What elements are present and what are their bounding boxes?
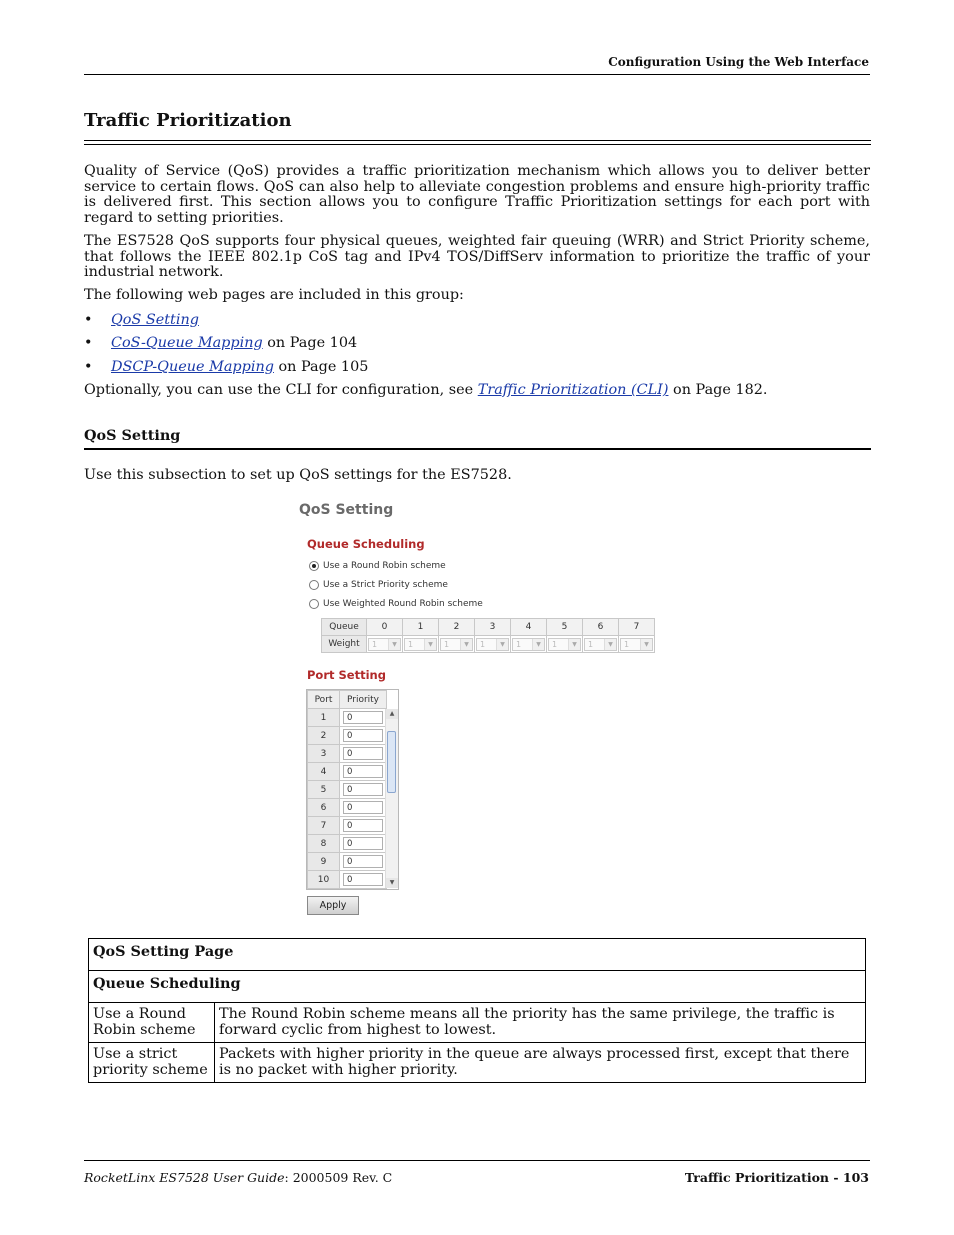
weight-select[interactable]: 1 ▼ [476, 638, 509, 651]
subsection-rule [84, 448, 871, 450]
weight-select[interactable]: 1 ▼ [404, 638, 437, 651]
priority-input[interactable]: 0 [343, 783, 383, 796]
footer-rule [84, 1160, 870, 1161]
port-list-scrollbar[interactable] [385, 709, 398, 888]
link-traffic-prioritization-cli[interactable]: Traffic Prioritization (CLI) [477, 382, 669, 398]
subsection-intro: Use this subsection to set up QoS settings for the ES7528. [84, 467, 512, 483]
priority-input[interactable]: 0 [343, 873, 383, 886]
paragraph-pages-intro: The following web pages are included in this group: [84, 287, 464, 303]
ui-page-title: QoS Setting [299, 502, 394, 518]
table-row: 9 0 [308, 853, 387, 871]
queue-header: 6 [583, 619, 619, 636]
section-title: Traffic Prioritization [84, 110, 292, 131]
paragraph-es7528-qos: The ES7528 QoS supports four physical queues, weighted fair queuing (WRR) and Strict Priority scheme, that follows the IEEE 802.1p CoS tag and IPv4 TOS/DiffServ information to prioritize the traffic of your industrial network. [84, 233, 870, 281]
weight-select[interactable]: 1 ▼ [584, 638, 617, 651]
list-item [84, 312, 199, 328]
chevron-down-icon: ▼ [460, 639, 472, 650]
table-row: 7 0 [308, 817, 387, 835]
radio-round-robin[interactable]: Use a Round Robin scheme [309, 561, 446, 571]
bullet-icon: • [84, 312, 93, 328]
queue-header: 0 [367, 619, 403, 636]
weight-select[interactable]: 1 ▼ [620, 638, 653, 651]
radio-button[interactable] [309, 580, 319, 590]
priority-input[interactable]: 0 [343, 729, 383, 742]
queue-header: 5 [547, 619, 583, 636]
queue-weight-table [321, 618, 655, 653]
queue-header: 3 [475, 619, 511, 636]
table-description: The Round Robin scheme means all the priority has the same privilege, the traffic is forward cyclic from highest to lowest. [215, 1003, 866, 1043]
table-term: Use a Round Robin scheme [89, 1003, 215, 1043]
priority-input[interactable]: 0 [343, 765, 383, 778]
footer-page-number: Traffic Prioritization - 103 [684, 1170, 869, 1185]
queue-header: 2 [439, 619, 475, 636]
table-row: 1 0 [308, 709, 387, 727]
table-row: 8 0 [308, 835, 387, 853]
chevron-down-icon: ▼ [640, 639, 652, 650]
bullet-icon: • [84, 359, 93, 375]
queue-scheduling-heading: Queue Scheduling [307, 537, 425, 551]
weight-select[interactable]: 1 ▼ [512, 638, 545, 651]
running-header: Configuration Using the Web Interface [608, 55, 869, 69]
chevron-down-icon: ▼ [568, 639, 580, 650]
table-row: 2 0 [308, 727, 387, 745]
chevron-down-icon: ▼ [424, 639, 436, 650]
scroll-up-icon[interactable]: ▲ [386, 709, 398, 719]
chevron-down-icon: ▼ [496, 639, 508, 650]
table-term: Use a strict priority scheme [89, 1043, 215, 1083]
port-priority-list [306, 689, 399, 890]
apply-button[interactable]: Apply [307, 896, 359, 915]
link-cos-queue-mapping[interactable]: CoS-Queue Mapping [111, 335, 263, 351]
queue-label: Queue [322, 619, 367, 636]
priority-input[interactable]: 0 [343, 711, 383, 724]
queue-header: 1 [403, 619, 439, 636]
priority-input[interactable]: 0 [343, 801, 383, 814]
radio-button[interactable] [309, 561, 319, 571]
list-item: • DSCP-Queue Mapping on Page 105 [84, 359, 369, 375]
priority-column-header: Priority [340, 691, 387, 709]
table-row: 5 0 [308, 781, 387, 799]
table-row [89, 1043, 866, 1083]
port-priority-table [307, 690, 387, 889]
scrollbar-thumb[interactable] [387, 731, 396, 793]
priority-input[interactable]: 0 [343, 819, 383, 832]
priority-input[interactable]: 0 [343, 747, 383, 760]
chevron-down-icon: ▼ [388, 639, 400, 650]
footer-doc-info: RocketLinx ES7528 User Guide: 2000509 Rev. C [84, 1170, 393, 1185]
subsection-title: QoS Setting [84, 427, 181, 444]
bullet-icon: • [84, 335, 93, 351]
port-setting-heading: Port Setting [307, 668, 386, 682]
table-row: 4 0 [308, 763, 387, 781]
weight-select[interactable]: 1 ▼ [548, 638, 581, 651]
link-qos-setting[interactable]: QoS Setting [111, 312, 199, 328]
priority-input[interactable]: 0 [343, 837, 383, 850]
link-dscp-queue-mapping[interactable]: DSCP-Queue Mapping [111, 359, 274, 375]
list-item: • CoS-Queue Mapping on Page 104 [84, 335, 358, 351]
qos-setting-description-table [88, 938, 866, 1083]
table-row [89, 1003, 866, 1043]
table-row: 3 0 [308, 745, 387, 763]
chevron-down-icon: ▼ [604, 639, 616, 650]
table-row: 6 0 [308, 799, 387, 817]
section-rule [84, 140, 871, 145]
table-description: Packets with higher priority in the queue are always processed first, except that there is no packet with higher priority. [215, 1043, 866, 1083]
table-title: QoS Setting Page [89, 939, 866, 971]
weight-label: Weight [322, 636, 367, 653]
port-column-header: Port [308, 691, 340, 709]
weight-select[interactable]: 1 ▼ [440, 638, 473, 651]
scroll-down-icon[interactable]: ▼ [386, 878, 398, 888]
chevron-down-icon: ▼ [532, 639, 544, 650]
queue-header: 7 [619, 619, 655, 636]
header-rule [84, 74, 870, 75]
radio-weighted-round-robin[interactable]: Use Weighted Round Robin scheme [309, 599, 483, 609]
queue-header: 4 [511, 619, 547, 636]
radio-strict-priority[interactable]: Use a Strict Priority scheme [309, 580, 448, 590]
priority-input[interactable]: 0 [343, 855, 383, 868]
weight-select[interactable]: 1 ▼ [368, 638, 401, 651]
table-row: 10 0 [308, 871, 387, 889]
cli-note: Optionally, you can use the CLI for configuration, see Traffic Prioritization (CLI) on Page 182. [84, 382, 768, 398]
paragraph-qos-intro: Quality of Service (QoS) provides a traffic prioritization mechanism which allows you to deliver better service to certain flows. QoS can also help to alleviate congestion problems and ensure high-priority traffic is delivered first. This section allows you to configure Traffic Prioritization settings for each port with regard to setting priorities. [84, 163, 870, 226]
table-group-heading: Queue Scheduling [89, 971, 866, 1003]
radio-button[interactable] [309, 599, 319, 609]
